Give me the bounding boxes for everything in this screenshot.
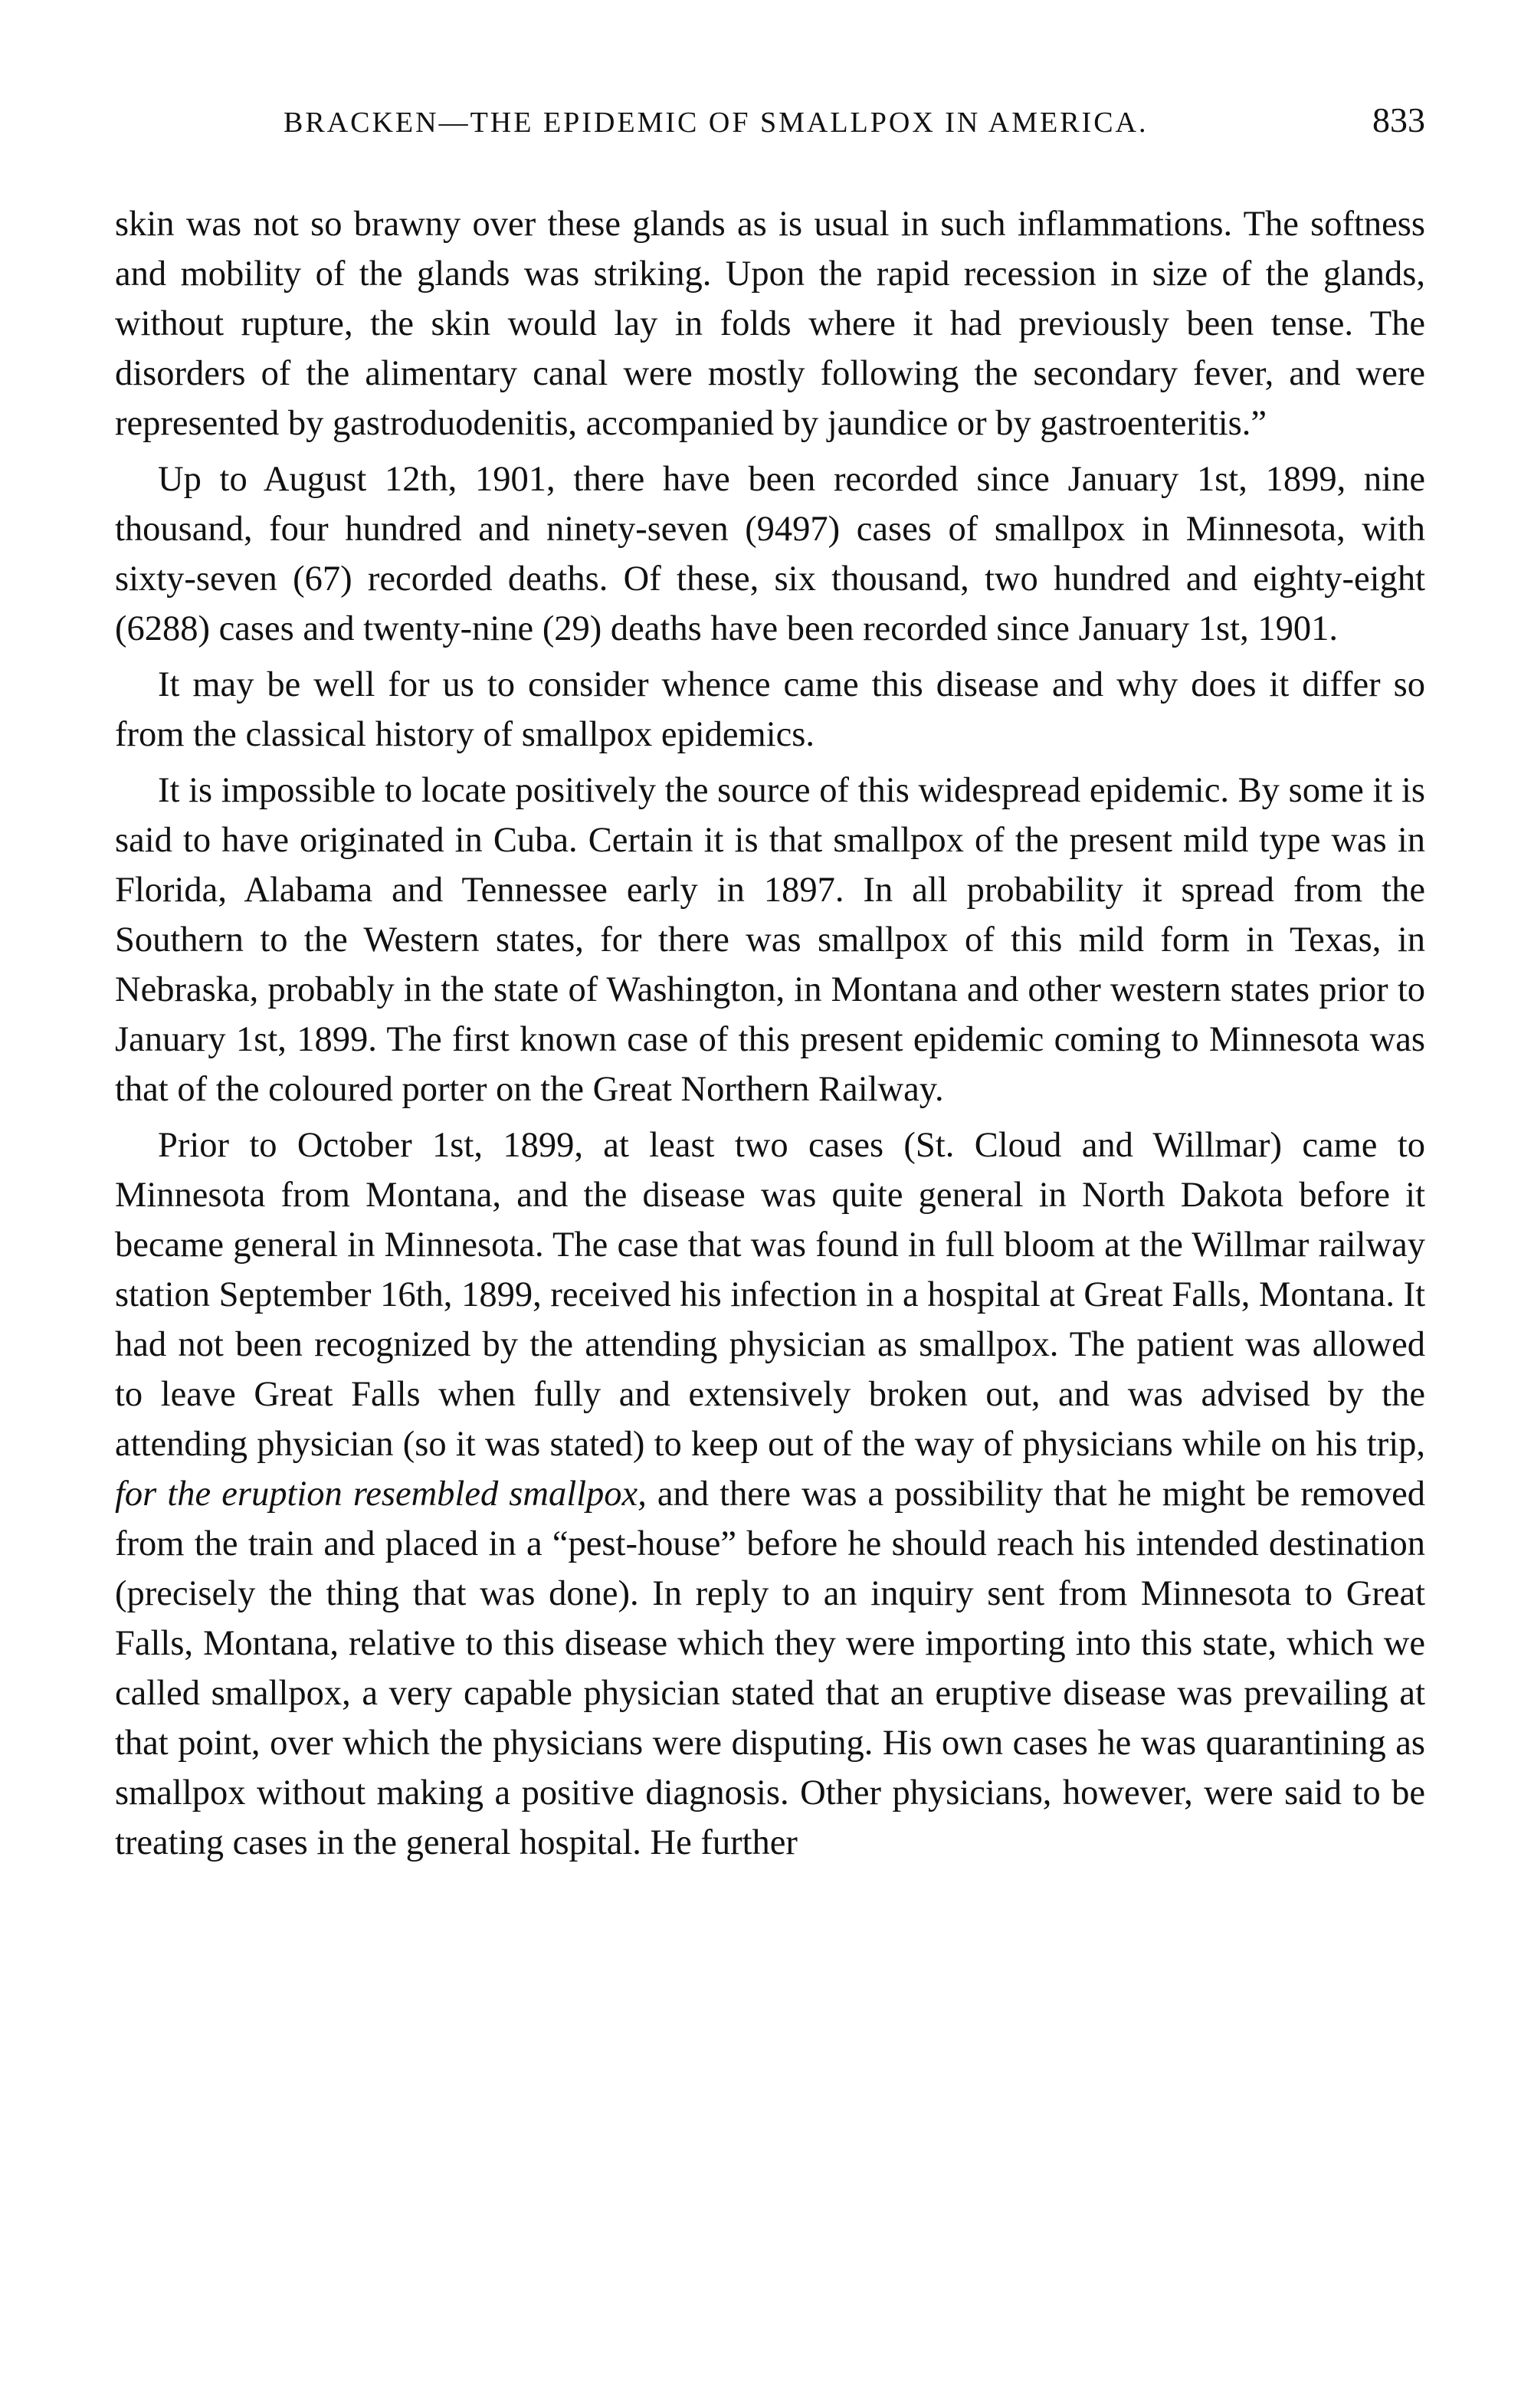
paragraph-text-segment: Prior to October 1st, 1899, at least two cases (St. Cloud and Willmar) came to Minnesota from Montana, and the disease was quite general in North Dakota before it became general in Minnesota. The case that was found in full bloom at the Willmar railway station September 16th, 1899, received his infection in a hospital at Great Falls, Montana. It had not been recognized by the attending physician as smallpox. The patient was allowed to leave Great Falls when fully and extensively broken out, and was advised by the attending physician (so it was stated) to keep out of the way of physicians while on his trip, xyxy=(115,1126,1425,1464)
document-page xyxy=(115,100,1425,1874)
body-text xyxy=(115,199,1425,1868)
paragraph-epidemic-source: It is impossible to locate positively the source of this widespread epidemic. By some it is said to have originated in Cuba. Certain it is that smallpox of the present mild type was in Florida, Alabama and Tennessee early in 1897. In all probability it spread from the Southern to the Western states, for there was smallpox of this mild form in Texas, in Nebraska, probably in the state of Washington, in Montana and other western states prior to January 1st, 1899. The first known case of this present epidemic coming to Minnesota was that of the coloured porter on the Great Northern Railway. xyxy=(115,771,1425,1109)
page-number: 833 xyxy=(1372,100,1425,139)
paragraph-continued: skin was not so brawny over these glands as is usual in such inflammations. The softness and mobility of the glands was striking. Upon the rapid recession in size of the glands, without rupture, the skin would lay in folds where it had previously been tense. The disorders of the alimentary canal were mostly following the secondary fever, and were represented by gastroduodenitis, accompanied by jaundice or by gastroenteritis.” xyxy=(115,205,1425,443)
paragraph-case-statistics: Up to August 12th, 1901, there have been recorded since January 1st, 1899, nine thousand, four hundred and ninety-seven (9497) cases of smallpox in Minnesota, with sixty-seven (67) recorded deaths. Of these, six thousand, two hundred and eighty-eight (6288) cases and twenty-nine (29) deaths have been recorded since January 1st, 1901. xyxy=(115,460,1425,648)
running-header xyxy=(115,100,1425,153)
running-title: BRACKEN—THE EPIDEMIC OF SMALLPOX IN AMERICA. xyxy=(284,107,1149,139)
paragraph-text-segment: and there was a possibility that he might be removed from the train and placed in a “pest-house” before he should reach his intended destination (precisely the thing that was done). In reply to an inquiry sent from Minnesota to Great Falls, Montana, relative to this disease which they were importing into this state, which we called smallpox, a very capable physician stated that an eruptive disease was prevailing at that point, over which the physicians were disputing. His own cases he was quarantining as smallpox without making a positive diagnosis. Other physicians, however, were said to be treating cases in the general hospital. He further xyxy=(115,1475,1426,1862)
italic-phrase: for the eruption resembled smallpox, xyxy=(115,1475,647,1514)
paragraph-whence-question: It may be well for us to consider whence came this disease and why does it differ so from the classical history of smallpox epidemics. xyxy=(115,665,1425,754)
paragraph-minnesota-cases xyxy=(115,1120,1425,1868)
